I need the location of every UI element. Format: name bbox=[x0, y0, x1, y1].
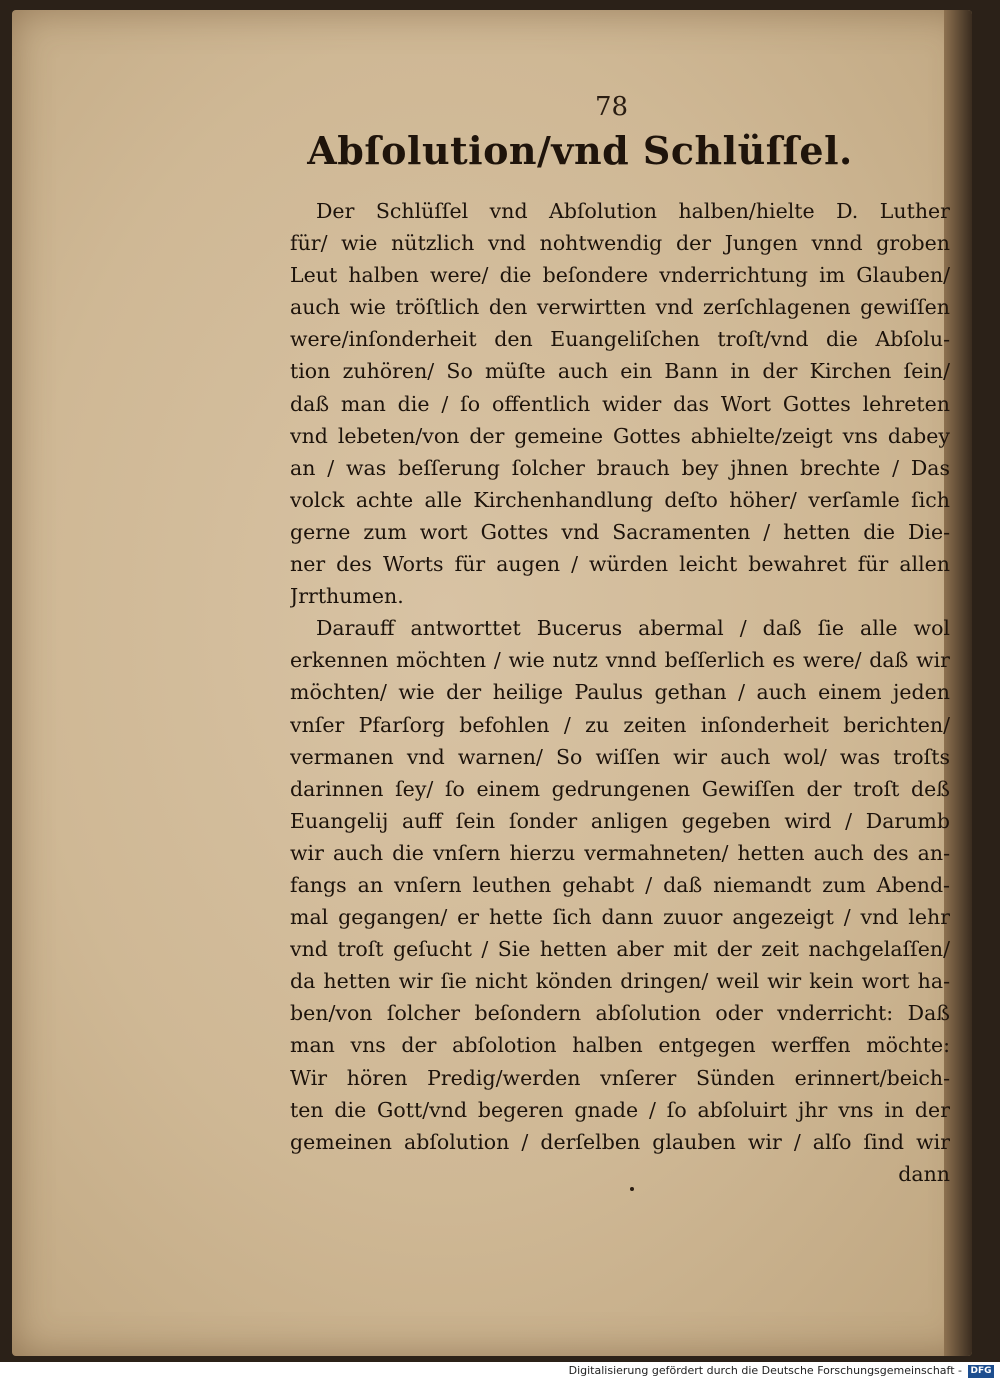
page-heading: Abſolution/vnd Schlüſſel. bbox=[307, 128, 853, 173]
text-line: Leut halben were/ die beſondere vnderrichtung im Glauben/ bbox=[290, 263, 950, 288]
text-line: volck achte alle Kirchenhandlung deſto höher/ verſamle ſich bbox=[290, 487, 950, 512]
text-line: man vns der abſolotion halben entgegen werffen möchte: bbox=[290, 1033, 950, 1058]
text-line: auch wie tröſtlich den verwirtten vnd zerſchlagenen gewiſſen bbox=[290, 295, 950, 320]
footer-bar bbox=[0, 1362, 1000, 1381]
text-line: gemeinen abſolution / derſelben glauben wir / alſo ſind wir bbox=[290, 1129, 950, 1154]
text-line: darinnen ſey/ ſo einem gedrungenen Gewiſſen der troſt deß bbox=[290, 776, 950, 801]
text-line: Darauff antworttet Bucerus abermal / daß ſie alle wol bbox=[316, 616, 950, 641]
text-line: erkennen möchten / wie nutz vnnd beſſerlich es were/ daß wir bbox=[290, 648, 950, 673]
text-line: were/inſonderheit den Euangeliſchen troſt/vnd die Abſolu- bbox=[290, 327, 950, 352]
text-line: Der Schlüſſel vnd Abſolution halben/hielte D. Luther bbox=[316, 199, 950, 223]
text-line: Wir hören Predig/werden vnſerer Sünden erinnert/beich- bbox=[290, 1065, 950, 1090]
text-line: an / was beſſerung ſolcher brauch bey jhnen brechte / Das bbox=[290, 455, 950, 480]
text-line: vnd lebeten/von der gemeine Gottes abhielte/zeigt vns dabey bbox=[290, 423, 950, 448]
text-line: tion zuhören/ So müſte auch ein Bann in der Kirchen ſein/ bbox=[290, 359, 950, 384]
page-number: 78 bbox=[595, 92, 629, 122]
text-line: gerne zum wort Gottes vnd Sacramenten / hetten die Die- bbox=[290, 519, 950, 544]
text-line: wir auch die vnſern hierzu vermahneten/ hetten auch des an- bbox=[290, 840, 950, 865]
print-mark bbox=[630, 1187, 634, 1191]
text-line: ben/von ſolcher beſondern abſolution oder vnderricht: Daß bbox=[290, 1001, 950, 1026]
text-line: da hetten wir ſie nicht könden dringen/ weil wir kein wort ha- bbox=[290, 969, 950, 994]
text-line: vermanen vnd warnen/ So wiſſen wir auch wol/ was troſts bbox=[290, 744, 950, 769]
catchword: dann bbox=[898, 1161, 950, 1186]
text-line: fangs an vnſern leuthen gehabt / daß niemandt zum Abend- bbox=[290, 872, 950, 897]
text-line: Jrrthumen. bbox=[290, 584, 404, 609]
text-line: ten die Gott/vnd begeren gnade / ſo abſoluirt jhr vns in der bbox=[290, 1097, 950, 1122]
footer-credit: Digitalisierung gefördert durch die Deutsche Forschungsgemeinschaft - bbox=[568, 1364, 962, 1377]
text-line: mal gegangen/ er hette ſich dann zuuor angezeigt / vnd lehr bbox=[290, 905, 950, 930]
body-text bbox=[290, 195, 950, 1190]
text-line: für/ wie nützlich vnd nohtwendig der Jungen vnnd groben bbox=[290, 231, 950, 256]
dfg-logo-icon: DFG bbox=[968, 1365, 994, 1378]
text-line: möchten/ wie der heilige Paulus gethan / auch einem jeden bbox=[290, 680, 950, 705]
text-line: Euangelij auff ſein ſonder anligen gegeben wird / Darumb bbox=[290, 808, 950, 833]
text-line: vnſer Pfarſorg befohlen / zu zeiten inſonderheit berichten/ bbox=[290, 712, 950, 737]
text-line: daß man die / ſo offentlich wider das Wort Gottes lehreten bbox=[290, 391, 950, 416]
text-line: vnd troſt geſucht / Sie hetten aber mit der zeit nachgelaſſen/ bbox=[290, 937, 950, 962]
text-line: ner des Worts für augen / würden leicht bewahret für allen bbox=[290, 552, 950, 577]
